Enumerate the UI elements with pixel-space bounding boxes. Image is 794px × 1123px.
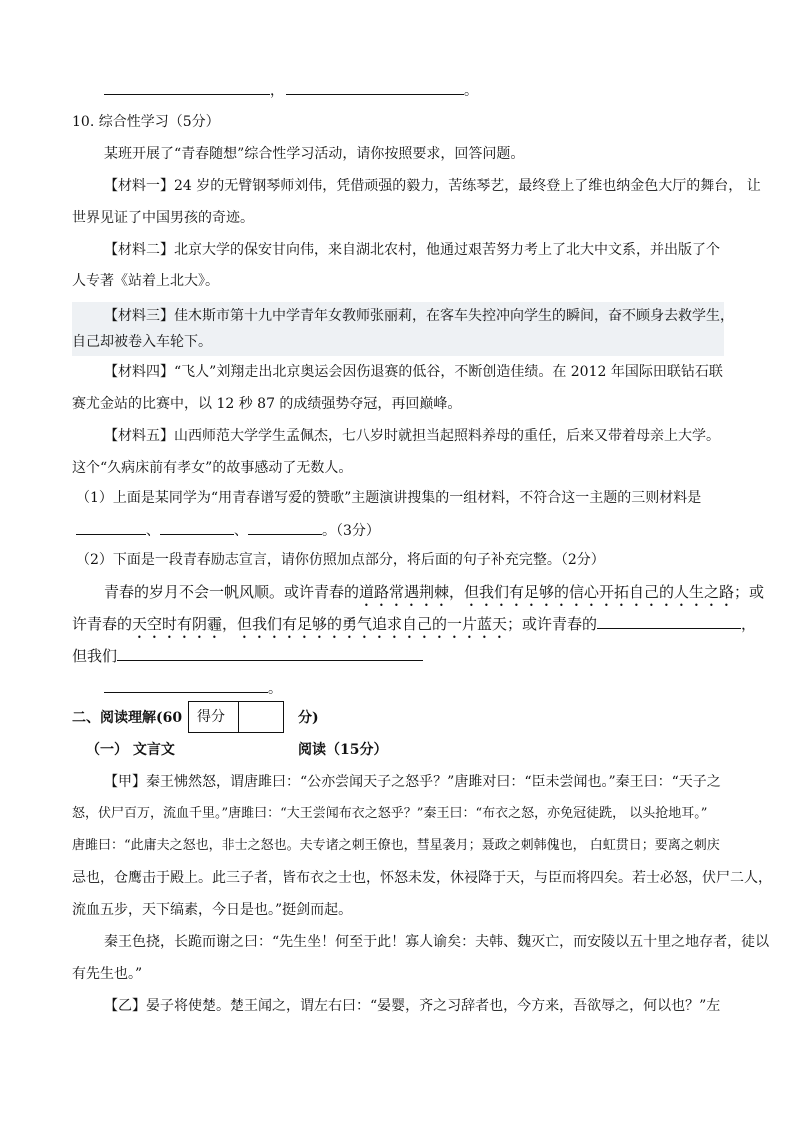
answer-blank[interactable] [76,520,146,535]
manifesto-line-1 [104,582,764,610]
classical-text-line: 流血五步，天下缟素，今日是也。”挺剑而起。 [72,902,353,918]
classical-text-line: 秦王色挠，长跪而谢之曰：“先生坐！何至于此！寡人谕矣：夫韩、魏灭亡，而安陵以五十里之地存者，徒以 [104,934,770,950]
manifesto-line-3 [72,646,423,666]
manifesto-line-4 [104,678,282,699]
question-10-title: 10. 综合性学习（5分） [72,114,220,130]
period: 。 [464,83,478,99]
material-3-line-2: 自己却被卷入车轮下。 [72,334,212,350]
material-5-line-1: 【材料五】山西师范大学学生孟佩杰，七八岁时就担当起照料养母的重任，后来又带着母亲上大学。 [104,428,720,444]
classical-text-line: 唐雎曰：“此庸夫之怒也，非士之怒也。夫专诸之刺王僚也，彗星袭月；聂政之刺韩傀也， 白虹贯日；要离之刺庆 [72,838,720,853]
comma: ， [270,83,284,99]
separator: 、 [146,523,160,539]
material-1-line-2: 世界见证了中国男孩的奇迹。 [72,210,254,226]
section-2-heading-end: 分) [298,710,319,726]
manifesto-text: ；或 [734,583,765,601]
manifesto-text: 青春的岁月不会一帆风顺。或许青春的 [104,583,360,601]
answer-blank[interactable] [160,520,234,535]
classical-text-line: 忌也，仓鹰击于殿上。此三子者，皆布衣之士也，怀怒未发，休祲降于天，与臣而将四矣。若士必怒，伏尸二人， [72,870,772,886]
classical-text-line: 怒，伏尸百万，流血千里。”唐雎曰：“大王尝闻布衣之怒乎？”秦王曰：“布衣之怒，亦免冠徒跣， 以头抢地耳。” [72,806,708,821]
material-3-line-1: 【材料三】佳木斯市第十九中学青年女教师张丽莉，在客车失控冲向学生的瞬间，奋不顾身去救学生， [104,308,734,324]
answer-blank[interactable] [286,80,464,95]
manifesto-line-2 [72,614,756,642]
classical-text-line: 【乙】晏子将使楚。楚王闻之，谓左右曰：“晏婴，齐之习辞者也，今方来，吾欲辱之，何以也？”左 [104,998,721,1014]
material-1-line-1: 【材料一】24 岁的无臂钢琴师刘伟，凭借顽强的毅力，苦练琴艺，最终登上了维也纳金色大厅的舞台， 让 [104,178,761,194]
answer-blank[interactable] [248,520,322,535]
manifesto-text: 但我们 [72,647,118,665]
sub-section-heading-end: 阅读（15分） [298,742,388,758]
material-5-line-2: 这个“久病床前有孝女”的故事感动了无数人。 [72,460,353,476]
material-4-line-1: 【材料四】“飞人”刘翔走出北京奥运会因伤退赛的低谷，不断创造佳绩。在 2012 年国际田联钻石联 [104,364,723,380]
score-box [188,701,284,733]
sub-question-1-score: 。（3分） [322,523,380,539]
score-label: 得分 [189,702,239,732]
manifesto-text: 许青春的 [72,615,133,633]
answer-blank[interactable] [104,80,270,95]
classical-text-line: 【甲】秦王怫然怒，谓唐雎曰：“公亦尝闻天子之怒乎？”唐雎对曰：“臣未尝闻也。”秦王曰：“天子之 [104,774,721,790]
material-4-line-2: 赛尤金站的比赛中，以 12 秒 87 的成绩强势夺冠，再回巅峰。 [72,396,462,412]
classical-text-line: 有先生也。” [72,966,143,982]
top-answer-blanks [104,80,478,101]
section-2-heading: 二、阅读理解(60 [72,710,183,726]
sub-question-2: （2）下面是一段青春励志宣言，请你仿照加点部分，将后面的句子补充完整。（2分） [76,552,605,568]
material-2-line-2: 人专著《站着上北大》。 [72,273,219,289]
sub-question-1: （1）上面是某同学为“用青春谱写爱的赞歌”主题演讲搜集的一组材料，不符合这一主题的三则材料是 [76,490,702,506]
manifesto-text: ；或许青春的 [507,615,598,633]
answer-blank[interactable] [104,678,268,693]
answer-blank[interactable] [117,646,423,661]
separator: 、 [234,523,248,539]
manifesto-dotted-text: 天空时有阴霾，但我们有足够的勇气追求自己的一片蓝天 [132,615,508,633]
answer-blank[interactable] [597,614,741,629]
manifesto-text: ， [741,615,757,633]
manifesto-dotted-text: 道路常遇荆棘，但我们有足够的信心开拓自己的人生之路 [359,583,735,601]
sub-question-1-blanks [76,520,380,541]
material-2-line-1: 【材料二】北京大学的保安甘向伟，来自湖北农村，他通过艰苦努力考上了北大中文系，并出版了个 [104,242,720,258]
question-10-intro: 某班开展了“青春随想”综合性学习活动，请你按照要求，回答问题。 [104,146,525,162]
sub-section-heading: （一） 文言文 [86,742,175,758]
period: 。 [268,681,282,697]
